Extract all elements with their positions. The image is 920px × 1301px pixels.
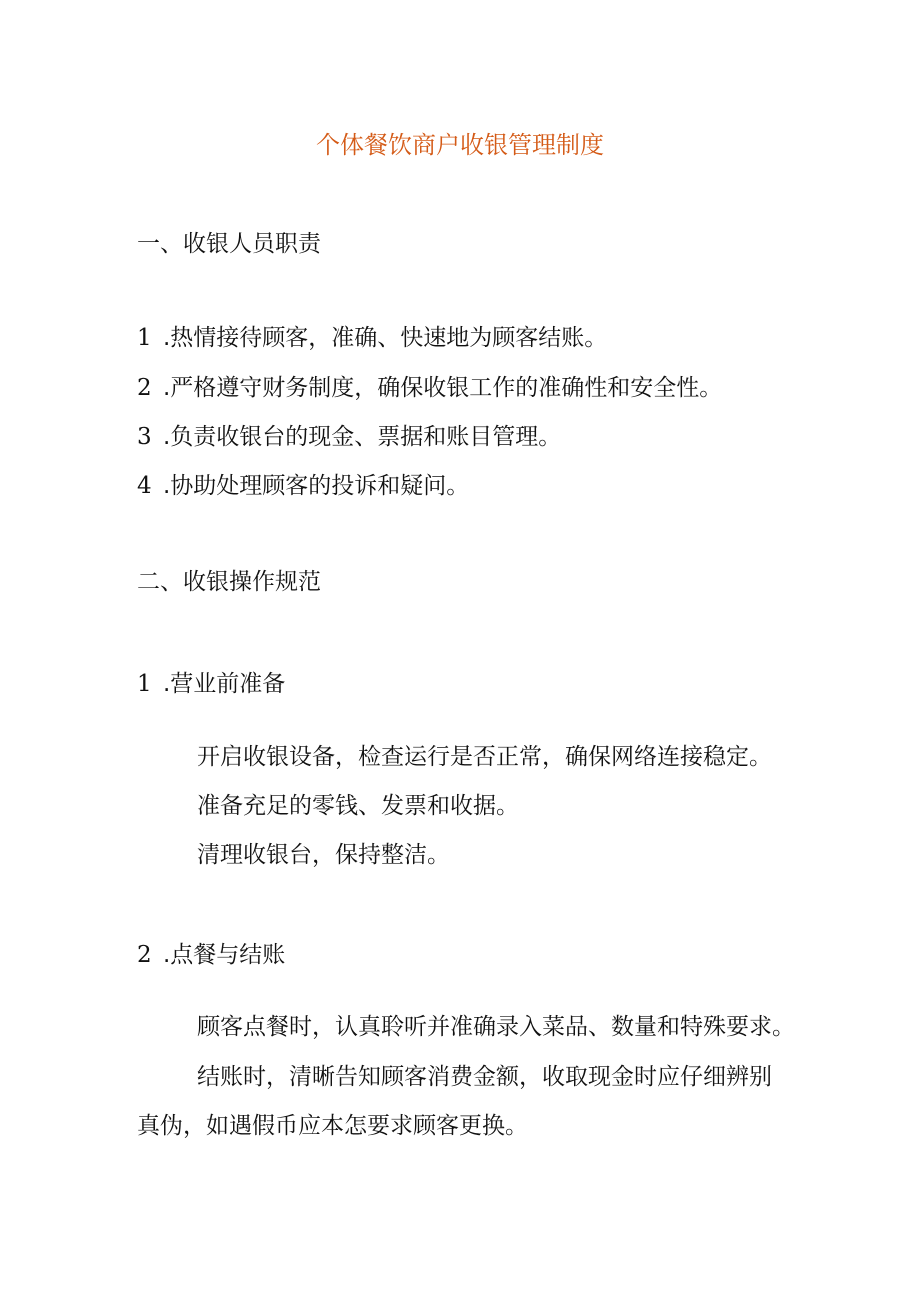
subsection-number: 2 [137, 942, 152, 968]
item-text: .负责收银台的现金、票据和账目管理。 [163, 424, 562, 450]
subsection-title: .营业前准备 [163, 671, 286, 697]
section-1-item-3 [137, 421, 561, 453]
paragraph: 清理收银台，保持整洁。 [197, 842, 450, 868]
subsection-title: .点餐与结账 [163, 942, 286, 968]
item-text: .严格遵守财务制度，确保收银工作的准确性和安全性。 [163, 375, 723, 401]
subsection-number: 1 [137, 671, 152, 697]
item-number: 4 [137, 473, 152, 499]
section-1-heading: 一、收银人员职责 [137, 231, 321, 257]
item-text: .热情接待顾客，准确、快速地为顾客结账。 [163, 325, 608, 351]
subsection-2-heading [137, 939, 285, 971]
section-1-item-1 [137, 322, 607, 354]
item-number: 2 [137, 375, 152, 401]
section-2-heading: 二、收银操作规范 [137, 569, 321, 595]
paragraph: 开启收银设备，检查运行是否正常，确保网络连接稳定。 [197, 744, 772, 770]
document-title: 个体餐饮商户收银管理制度 [316, 131, 604, 159]
item-number: 1 [137, 325, 152, 351]
paragraph: 结账时，清晰告知顾客消费金额，收取现金时应仔细辨别 [197, 1064, 772, 1090]
item-number: 3 [137, 424, 152, 450]
paragraph: 准备充足的零钱、发票和收据。 [197, 793, 519, 819]
subsection-1-heading [137, 668, 285, 700]
section-1-item-2 [137, 372, 722, 404]
item-text: .协助处理顾客的投诉和疑问。 [163, 473, 470, 499]
section-1-item-4 [137, 470, 469, 502]
paragraph: 顾客点餐时，认真聆听并准确录入菜品、数量和特殊要求。 [197, 1014, 795, 1040]
paragraph-continuation: 真伪，如遇假币应本怎要求顾客更换。 [137, 1113, 528, 1139]
